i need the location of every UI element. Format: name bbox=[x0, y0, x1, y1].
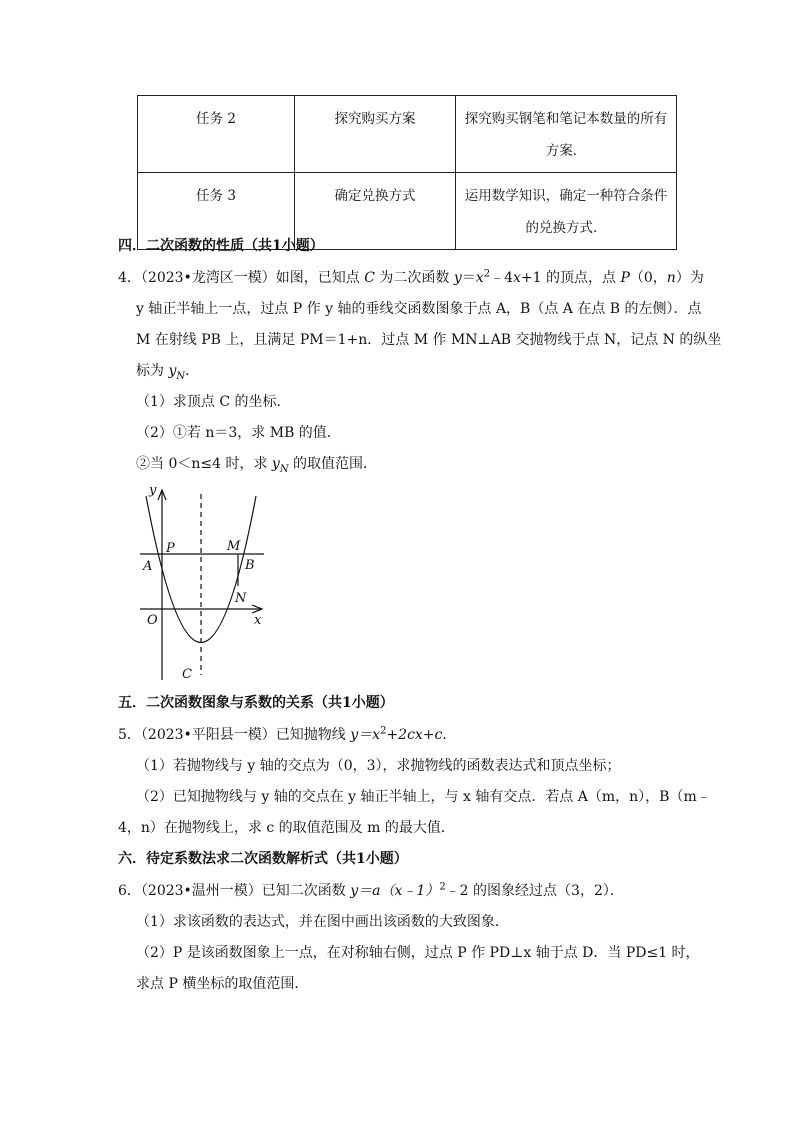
s6-question-2: （2）P 是该函数图象上一点，在对称轴右侧，过点 P 作 PD⊥x 轴于点 D．当 PD≤1 时， bbox=[136, 945, 700, 961]
text: 标为 bbox=[136, 363, 169, 379]
text: y bbox=[453, 270, 462, 286]
label-y: y bbox=[149, 483, 157, 498]
task-table bbox=[137, 95, 677, 250]
text: 的取值范围． bbox=[288, 456, 378, 472]
s4-question-1: （1）求顶点 C 的坐标． bbox=[136, 394, 291, 410]
subscript: N bbox=[279, 463, 289, 475]
s4-problem-line-4 bbox=[136, 361, 199, 381]
s4-problem-line-1 bbox=[118, 268, 704, 288]
task-desc-cell: 探究购买钢笔和笔记本数量的所有方案． bbox=[456, 96, 677, 173]
s5-question-2-cont: 4，n）在抛物线上，求 c 的取值范围及 m 的最大值． bbox=[118, 820, 455, 836]
text: x bbox=[475, 270, 484, 286]
label-o: O bbox=[147, 613, 158, 628]
text: ﹣4 bbox=[490, 270, 513, 286]
superscript: 2 bbox=[380, 725, 387, 737]
s6-question-1: （1）求该函数的表达式，并在图中画出该函数的大致图象． bbox=[136, 914, 509, 930]
text: ． bbox=[442, 727, 457, 743]
text: 6．（2023•温州一模）已知二次函数 bbox=[118, 883, 351, 899]
text: y bbox=[168, 363, 177, 379]
text: +1 的顶点，点 bbox=[520, 270, 621, 286]
text: ﹣2 的图象经过点（3，2）． bbox=[445, 883, 624, 899]
text: +2cx+c bbox=[386, 727, 443, 743]
text: （0， bbox=[629, 270, 667, 286]
s4-question-2: （2）①若 n＝3，求 MB 的值． bbox=[136, 425, 341, 441]
s5-problem-line-1 bbox=[118, 725, 456, 745]
text: x bbox=[513, 270, 521, 286]
text: 为二次函数 bbox=[374, 270, 454, 286]
text: C bbox=[364, 270, 375, 286]
text: ． bbox=[185, 363, 200, 379]
text: y bbox=[271, 456, 280, 472]
superscript: 2 bbox=[483, 268, 491, 280]
subscript: N bbox=[176, 370, 186, 382]
task-name-cell: 探究购买方案 bbox=[295, 96, 456, 173]
table-row bbox=[138, 96, 677, 173]
s5-question-1: （1）若抛物线与 y 轴的交点为（0，3），求抛物线的函数表达式和顶点坐标； bbox=[136, 758, 621, 774]
text: y＝a（x﹣1） bbox=[350, 883, 440, 899]
text: ②当 0＜n≤4 时，求 bbox=[136, 456, 272, 472]
s4-problem-line-2: y 轴正半轴上一点，过点 P 作 y 轴的垂线交函数图象于点 A，B（点 A 在点 B 的左侧）．点 bbox=[136, 301, 702, 317]
s6-question-2-cont: 求点 P 横坐标的取值范围． bbox=[136, 976, 309, 992]
section-4-heading: 四．二次函数的性质（共1小题） bbox=[118, 238, 324, 254]
section-5-heading: 五．二次函数图象与系数的关系（共1小题） bbox=[118, 695, 394, 711]
task-cell: 任务 3 bbox=[138, 173, 295, 250]
text: 5．（2023•平阳县一模）已知抛物线 bbox=[118, 727, 351, 743]
superscript: 2 bbox=[439, 881, 446, 893]
s4-question-3 bbox=[136, 454, 377, 474]
task-name-cell: 确定兑换方式 bbox=[295, 173, 456, 250]
task-cell: 任务 2 bbox=[138, 96, 295, 173]
text: n bbox=[666, 270, 676, 286]
label-p: P bbox=[166, 541, 175, 556]
text: ＝ bbox=[461, 270, 476, 286]
label-c: C bbox=[182, 667, 192, 682]
s5-question-2: （2）已知抛物线与 y 轴的交点在 y 轴正半轴上，与 x 轴有交点．若点 A（m，n），B（m﹣ bbox=[136, 789, 711, 805]
label-b: B bbox=[245, 558, 255, 573]
label-x: x bbox=[254, 613, 262, 628]
s6-problem-line-1 bbox=[118, 881, 624, 901]
label-m: M bbox=[227, 539, 241, 554]
parabola-figure bbox=[128, 480, 278, 685]
text: ）为 bbox=[675, 270, 704, 286]
s4-problem-line-3: M 在射线 PB 上，且满足 PM＝1+n．过点 M 作 MN⊥AB 交抛物线于点 N，记点 N 的纵坐 bbox=[136, 332, 722, 348]
text: 4．（2023•龙湾区一模）如图，已知点 bbox=[118, 270, 365, 286]
text: P bbox=[620, 270, 630, 286]
label-n: N bbox=[235, 591, 247, 606]
task-desc-cell: 运用数学知识，确定一种符合条件的兑换方式． bbox=[456, 173, 677, 250]
section-6-heading: 六．待定系数法求二次函数解析式（共1小题） bbox=[118, 851, 408, 867]
text: y＝x bbox=[350, 727, 381, 743]
label-a: A bbox=[143, 559, 153, 574]
